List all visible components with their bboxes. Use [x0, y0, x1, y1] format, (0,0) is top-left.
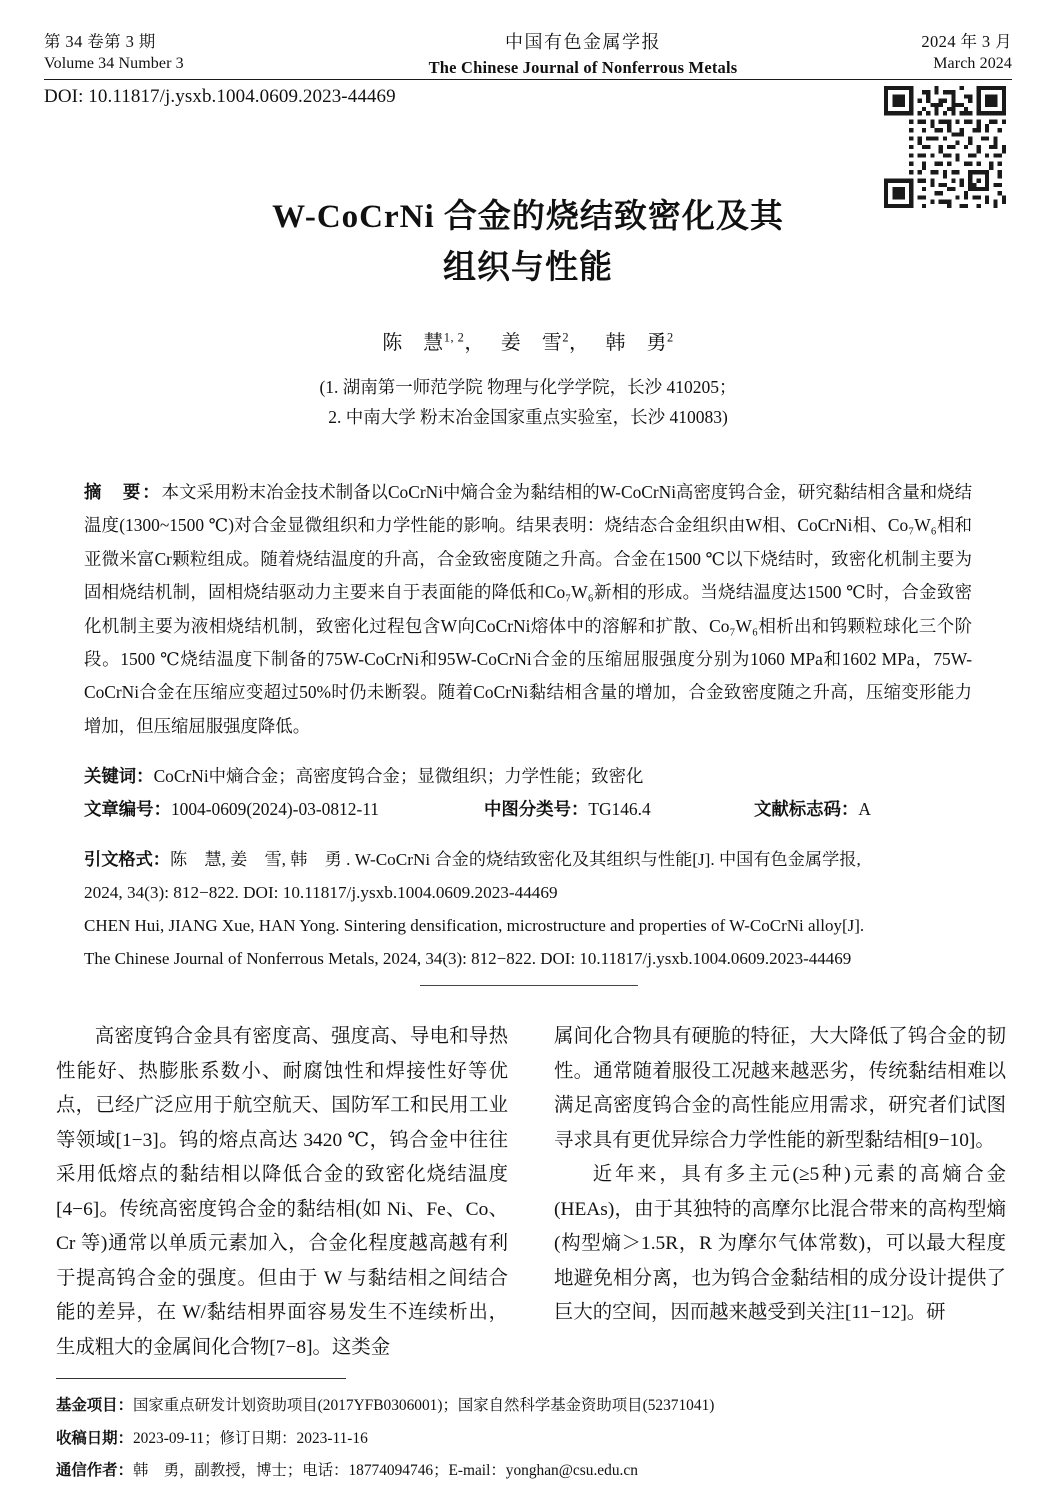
clc-number-label: 中图分类号： — [484, 799, 589, 819]
citation-cn-line-1: 陈 慧, 姜 雪, 韩 勇 . W-CoCrNi 合金的烧结致密化及其组织与性能[J]. 中国有色金属学报, — [169, 850, 861, 869]
affiliation-2: 2. 中南大学 粉末冶金国家重点实验室，长沙 410083) — [328, 407, 728, 428]
keywords-label: 关键词： — [84, 766, 154, 786]
funding-value: 国家重点研发计划资助项目(2017YFB0306001)；国家自然科学基金资助项目(52371041) — [132, 1397, 715, 1414]
journal-name-cn: 中国有色金属学报 — [505, 32, 661, 52]
citation-en-line-1: CHEN Hui, JIANG Xue, HAN Yong. Sintering densification, microstructure and properties of W-CoCrNi alloy[J]. — [84, 915, 865, 935]
body-columns — [56, 1020, 1006, 1370]
header-divider — [44, 79, 1012, 80]
masthead-journal-name — [344, 30, 822, 79]
received-label: 收稿日期： — [56, 1429, 133, 1447]
footnote-received — [56, 1423, 976, 1456]
masthead — [44, 30, 1012, 80]
qr-code-icon[interactable] — [884, 86, 1006, 208]
masthead-volume — [44, 30, 344, 76]
author-list — [88, 326, 968, 355]
citation-cn — [84, 843, 976, 876]
body-paragraph-2: 属间化合物具有硬脆的特征，大大降低了钨合金的韧性。通常随着服役工况越来越恶劣，传统黏结相难以满足高密度钨合金的高性能应用需求，研究者们试图寻求具有更优异综合力学性能的新型黏结相[9−10]。 — [554, 1026, 1006, 1151]
author-2: 姜 雪 — [500, 332, 563, 354]
citation-en-line-2: The Chinese Journal of Nonferrous Metals, 2024, 34(3): 812−822. DOI: 10.11817/j.ysxb.1004.0609.2023-44469 — [84, 948, 852, 968]
clc-number-value: TG146.4 — [588, 799, 651, 819]
footnote-corresponding-author — [56, 1455, 976, 1488]
title-line-1: W-CoCrNi 合金的烧结致密化及其 — [272, 199, 784, 235]
doi-line[interactable]: DOI: 10.11817/j.ysxb.1004.0609.2023-44469 — [44, 86, 396, 107]
author-3: 韩 勇 — [605, 332, 668, 354]
article-metadata-row — [84, 795, 972, 820]
date-en: March 2024 — [933, 55, 1012, 73]
body-paragraph-1: 高密度钨合金具有密度高、强度高、导电和导热性能好、热膨胀系数小、耐腐蚀性和焊接性好等优点，已经广泛应用于航空航天、国防军工和民用工业等领域[1−3]。钨的熔点高达 3420 ℃，钨合金中往往采用低熔点的黏结相以降低合金的致密化烧结温度[4−6]。传统高密度钨合金的黏结相(如 Ni、Fe、Co、Cr 等)通常以单质元素加入，合金化程度越高越有利于提高钨合金的强度。但由于 W 与黏结相之间结合能的差异，在 W/黏结相界面容易发生不连续析出，生成粗大的金属间化合物[7−8]。这类金 — [56, 1026, 508, 1358]
article-number-label: 文章编号： — [84, 799, 171, 819]
author-1: 陈 慧 — [382, 332, 444, 354]
keywords-text: CoCrNi中熵合金；高密度钨合金；显微组织；力学性能；致密化 — [153, 766, 644, 786]
received-value: 2023-09-11；修订日期：2023-11-16 — [132, 1429, 368, 1447]
document-code — [754, 795, 972, 820]
page-title — [88, 192, 968, 294]
affiliations — [88, 372, 968, 432]
body-column-right — [554, 1020, 1006, 1370]
document-code-value: A — [858, 799, 871, 819]
footnotes-section — [56, 1390, 976, 1488]
body-paragraph-3: 近年来，具有多主元(≥5种)元素的高熵合金(HEAs)，由于其独特的高摩尔比混合带来的高构型熵(构型熵＞1.5R，R 为摩尔气体常数)，可以最大程度地避免相分离，也为钨合金黏结相的成分设计提供了巨大的空间，因而越来越受到关注[11−12]。研 — [554, 1164, 1006, 1324]
abstract-text: 本文采用粉末冶金技术制备以CoCrNi中熵合金为黏结相的W-CoCrNi高密度钨合金，研究黏结相含量和烧结温度(1300~1500 ℃)对合金显微组织和力学性能的影响。结果表明：烧结态合金组织由W相、CoCrNi相、Co₇W₆相和亚微米富Cr颗粒组成。随着烧结温度的升高，合金致密度随之升高。合金在1500 ℃以下烧结时，致密化机制主要为固相烧结机制，固相烧结驱动力主要来自于表面能的降低和Co₇W₆新相的形成。当烧结温度达1500 ℃时，合金致密化机制主要为液相烧结机制，致密化过程包含W向CoCrNi熔体中的溶解和扩散、Co₇W₆相析出和钨颗粒球化三个阶段。1500 ℃烧结温度下制备的75W-CoCrNi和95W-CoCrNi合金的压缩屈服强度分别为1060 MPa和1602 MPa，75W-CoCrNi合金在压缩应变超过50%时仍未断裂。随着CoCrNi黏结相含量的增加，合金致密度随之升高，压缩变形能力增加，但压缩屈服强度降低。 — [84, 482, 972, 736]
section-divider — [420, 985, 638, 986]
corresponding-author-label: 通信作者： — [56, 1462, 133, 1480]
funding-label: 基金项目： — [56, 1397, 133, 1414]
article-number-value: 1004-0609(2024)-03-0812-11 — [170, 799, 379, 819]
affiliation-1: (1. 湖南第一师范学院 物理与化学学院，长沙 410205； — [319, 377, 737, 397]
author-sep-2: ， — [569, 332, 590, 354]
footnote-divider — [56, 1378, 346, 1379]
volume-en: Volume 34 Number 3 — [44, 55, 184, 73]
journal-name-en: The Chinese Journal of Nonferrous Metals — [428, 57, 738, 77]
author-1-affil-marker: 1, 2 — [443, 330, 465, 345]
citation-cn-line-2: 2024, 34(3): 812−822. DOI: 10.11817/j.ysxb.1004.0609.2023-44469 — [84, 883, 558, 903]
abstract-label: 摘 要： — [84, 482, 162, 502]
author-2-affil-marker: 2 — [562, 330, 570, 345]
title-line-2: 组织与性能 — [443, 250, 613, 287]
citation-block — [84, 843, 976, 976]
author-3-affil-marker: 2 — [667, 330, 674, 345]
abstract-section — [84, 476, 972, 743]
document-code-label: 文献标志码： — [754, 799, 859, 819]
keywords-section — [84, 760, 972, 793]
clc-number — [484, 795, 754, 820]
author-sep-1: ， — [464, 332, 485, 354]
body-column-left — [56, 1020, 508, 1370]
article-number — [84, 795, 484, 820]
date-cn: 2024 年 3 月 — [921, 32, 1012, 51]
corresponding-author-value[interactable]: 韩 勇，副教授，博士；电话：18774094746；E-mail：yonghan@csu.edu.cn — [132, 1462, 638, 1480]
volume-cn: 第 34 卷第 3 期 — [44, 32, 156, 51]
citation-label: 引文格式： — [84, 850, 170, 869]
footnote-funding — [56, 1390, 976, 1423]
masthead-date — [822, 30, 1012, 76]
